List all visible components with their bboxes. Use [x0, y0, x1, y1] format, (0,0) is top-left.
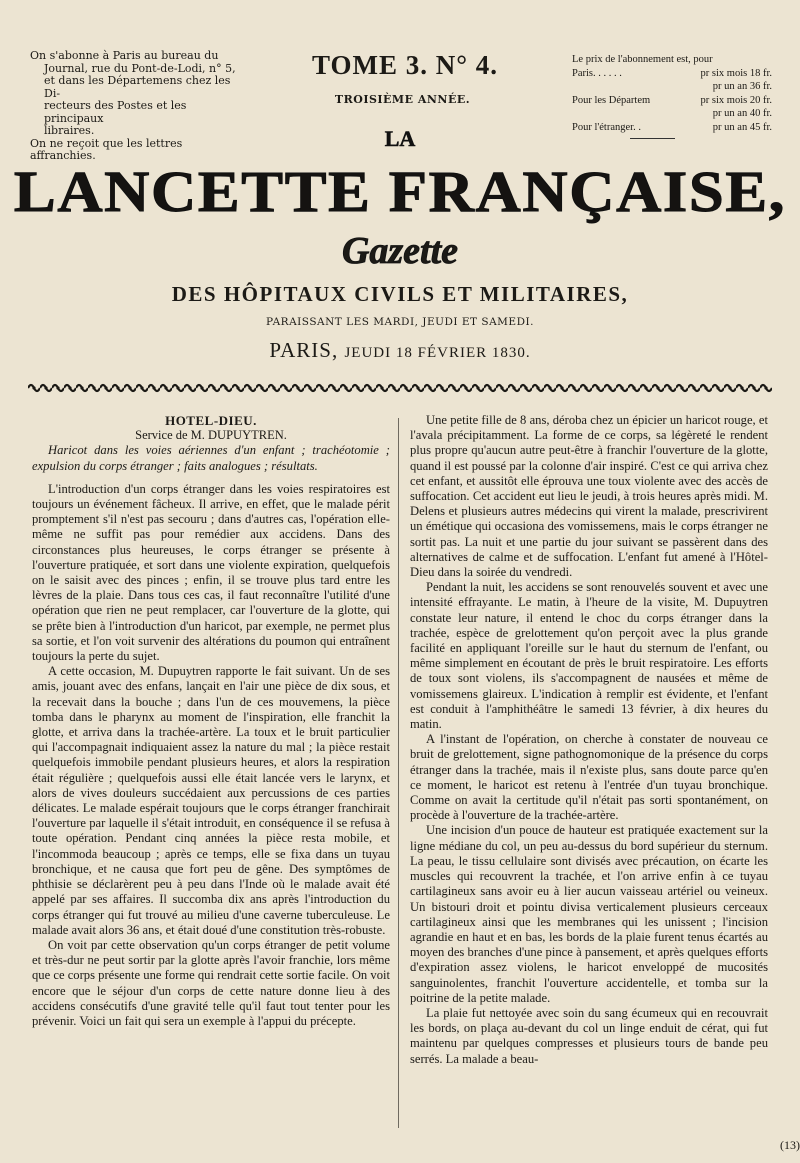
- subscription-line: Journal, rue du Pont-de-Lodi, n° 5,: [44, 61, 236, 75]
- dateline-date: JEUDI 18 FÉVRIER 1830.: [344, 345, 531, 361]
- section-heading: HOTEL-DIEU.: [165, 413, 257, 428]
- volume-number: TOME 3. N° 4.: [311, 50, 499, 80]
- ornamental-rule: [28, 381, 772, 395]
- price-row: pr un an 40 fr.: [712, 108, 772, 119]
- price-row: Pour l'étranger. . pr un an 45 fr.: [572, 121, 772, 133]
- dateline-city: PARIS: [269, 338, 332, 362]
- article-title: Haricot dans les voies aériennes d'un enfant ; trachéotomie ; expulsion du corps étranger ; faits analogues ; résultats.: [32, 443, 390, 473]
- paragraph: Une incision d'un pouce de hauteur est pratiquée exactement sur la ligne médiane du col, un peu au-dessus du bord supérieur du sternum. La peau, le tissu cellulaire sont divisés avec précaution, on écarte les muscles qui recouvrent la trachée, et l'on arrive enfin à ce tuyau cartilagineux sans avoir eu à lier aucun vaisseau artériel ou veineux. Un bistouri droit et pointu divisa verticalement plusieurs cerceaux cartilagineux ainsi que les membranes qui les unissent ; l'incision agrandie en haut et en bas, les bords de la plaie furent tenus écartés au moyen des branches d'une pince à pansement, et après quelques efforts d'expiration assez violens, le haricot enveloppé de mucosités sanguinolentes, franchit l'ouverture accidentelle, et tomba sur la poitrine de la petite malade.: [410, 823, 768, 1005]
- paragraph: A l'instant de l'opération, on cherche à constater de nouveau ce bruit de grelottement, signe pathognomonique de la présence du corps étranger dans la trachée, mais il n'existe plus, sans doute parce qu'en ce moment, le haricot est retenu à l'entrée d'un tuyau bronchique. Comme on avait la certitude qu'il n'était pas sorti spontanément, on procède à l'ouverture de la trachée-artère.: [410, 732, 768, 823]
- subscription-line: On s'abonne à Paris au bureau du: [30, 49, 219, 62]
- paragraph: Pendant la nuit, les accidens se sont renouvelés souvent et avec une intensité effrayante. Le matin, à l'heure de la visite, M. Dupuytren constate leur nature, il entend le choc du corps étranger dans la trachée, espèce de grelottement qu'on perçoit avec la plus grande facilité en appliquant l'oreille sur le haut du sternum de l'enfant, ou même simplement en écoutant de près le bruit respiratoire. Les efforts de toux sont violens, ils s'accompagnent de nausées et même de vomissemens glaireux. L'indication à remplir est évidente, et l'enfant est conduit à l'amphithéâtre le samedi 13 février, à dix heures du matin.: [410, 580, 768, 732]
- column-divider: [398, 418, 399, 1128]
- paragraph: On voit par cette observation qu'un corps étranger de petit volume et très-dur ne peut sortir par la glotte après l'avoir franchie, lors même que ce corps présente une forme qui rendrait cette sortie facile. On voit encore que le séjour d'un corps de cette nature donne lieu à des accidens consécutifs d'une gravité telle qu'il faut tout tenter pour les prévenir. Voici un fait qui sera un exemple à l'appui du précepte.: [32, 937, 390, 1028]
- price-row: Pour les Départem pr six mois 20 fr.: [572, 94, 772, 106]
- price-intro: Le prix de l'abonnement est, pour: [572, 54, 713, 65]
- paragraph: La plaie fut nettoyée avec soin du sang écumeux qui en recouvrait les bords, on plaça au-devant du col un linge enduit de cérat, qui fut maintenu par quelques compresses et plusieurs tours de bande peu serrés. La malade a beau-: [410, 1005, 768, 1066]
- paragraph: L'introduction d'un corps étranger dans les voies respiratoires est toujours un événement fâcheux. Il arrive, en effet, que le malade périt promptement s'il n'est pas secouru ; dans d'autres cas, l'opération elle-même ne suffit pas pour remédier aux accidens. Dans des circonstances plus heureuses, le corps étranger se présente à l'ouverture pratiquée, et sort dans une violente expiration, quelquefois on le saisit avec des pinces ; enfin, il se trouve plus tard entre les lèvres de la plaie. Dans tous ces cas, il faut reconnaître l'utilité d'une opération que rien ne peut remplacer, car l'ouverture de la glotte, qui se prête bien à l'introduction d'un haricot, par exemple, ne permet plus sa sortie, et l'on voit survenir des altérations du poumon qui entraînent toujours la perte du sujet.: [32, 481, 390, 664]
- masthead-subtitle: DES HÔPITAUX CIVILS ET MILITAIRES,: [171, 282, 629, 306]
- dateline: PARIS, JEUDI 18 FÉVRIER 1830.: [269, 338, 531, 362]
- subscription-info: [30, 50, 240, 163]
- paragraph: Une petite fille de 8 ans, déroba chez un épicier un haricot rouge, et l'avala précipitamment. La forme de ce corps, sa légèreté le rendent plus propre qu'aucun autre peut-être à franchir l'ouverture de la glotte, quand il est poussé par la colonne d'air inspiré. C'est ce qui arriva chez cet enfant, et aussitôt elle éprouva une toux violente avec des accès de suffocation. Cet accident eut lieu le jeudi, à trois heures après midi. M. Delens et plusieurs autres médecins qui virent la malade, prescrivirent un émétique qui occasiona des vomissemens, mais le corps étranger ne sortit pas. La nuit et une partie du jour suivant se passèrent dans des alternatives de calme et de suffocation. L'enfant fut amené à l'Hôtel-Dieu dans la soirée du vendredi.: [410, 413, 768, 580]
- year-label: TROISIÈME ANNÉE.: [334, 93, 471, 106]
- price-table: [572, 53, 772, 139]
- page-folio: (13): [780, 1138, 800, 1152]
- publication-schedule: PARAISSANT LES MARDI, JEUDI ET SAMEDI.: [265, 316, 534, 328]
- masthead-article: LA: [384, 126, 416, 151]
- masthead-gazette: Gazette: [341, 230, 459, 272]
- subscription-line: On ne reçoit que les lettres affranchies.: [30, 136, 183, 162]
- service-line: Service de M. DUPUYTREN.: [135, 428, 287, 443]
- subscription-line: libraires.: [44, 124, 95, 137]
- price-rule: [630, 138, 675, 139]
- price-row: Paris. . . . . . pr six mois 18 fr.: [572, 67, 772, 79]
- column-left: [32, 413, 390, 1029]
- masthead-title: LANCETTE FRANÇAISE,: [13, 159, 787, 224]
- subscription-line: recteurs des Postes et les principaux: [44, 99, 187, 125]
- column-right: [410, 413, 768, 1067]
- paragraph: A cette occasion, M. Dupuytren rapporte le fait suivant. Un de ses amis, jouant avec des enfans, lançait en l'air une pièce de dix sous, et la recevait dans la bouche ; dans l'un de ces mouvemens, la pièce tomba dans le pharynx au moment de l'inspiration, elle franchit la glotte, et arriva dans la trachée-artère. La toux et le bruit particulier qui l'accompagnait indiquaient assez la nature du mal ; la pièce restait quelquefois immobile pendant plusieurs heures, et alors la respiration était régulière ; quelquefois aussi elle était lancée vers le larynx, et alors de vives douleurs succédaient aux percussions de ces parties délicates. Le malade espérait toujours que le corps étranger franchirait l'ouverture par laquelle il s'était introduit, en conséquence il se refusa à toute opération. Pendant cinq années la pièce resta mobile, et l'incommoda beaucoup ; après ce temps, elle se fixa dans un tuyau bronchique, et ne causa que fort peu de gêne. Des symptômes de phthisie se déclarèrent peu à peu dans l'Inde où le malade avait été appelé par ses affaires. Il succomba dix ans après l'introduction du corps étranger qui fut trouvé au milieu d'une caverne tuberculeuse. Le malade avait alors 36 ans, et était doué d'une constitution très-robuste.: [32, 664, 390, 937]
- subscription-line: et dans les Départemens chez les Di-: [44, 74, 231, 100]
- price-row: pr un an 36 fr.: [712, 81, 772, 92]
